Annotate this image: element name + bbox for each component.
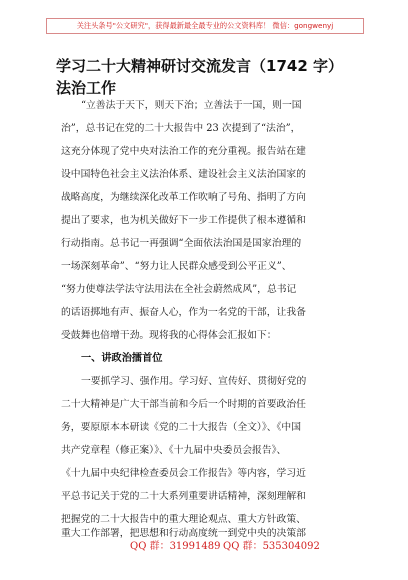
section-heading: 一、讲政治擂首位: [81, 353, 163, 364]
body-line: 平总书记关于党的二十大系列重要讲话精神，深刻理解和: [61, 491, 306, 502]
body-line: “立善法于天下，则天下治；立善法于一国，则一国: [81, 100, 302, 111]
promo-banner: 关注头条号"公文研究"，获得最新最全最专业的公文资料库！ 微信：gongwenyj: [46, 18, 364, 34]
body-line: 务，要原原本本研读《党的二十大报告（全文）》、《中国: [61, 422, 302, 433]
body-line: 一要抓学习、强作用。学习好、宣传好、贯彻好党的: [81, 376, 307, 387]
body-line: 行动指南。总书记一再强调“全面依法治国是国家治理的: [61, 238, 302, 249]
body-line: 受鼓舞也倍增干劲。现将我的心得体会汇报如下：: [61, 330, 277, 341]
body-line: 的话语掷地有声、振奋人心，作为一名党的干部，让我备: [61, 307, 306, 318]
body-line: 治”，总书记在党的二十大报告中 23 次提到了“法治”，: [61, 123, 301, 134]
body-line: 战略高度，为继续深化改革工作吹响了号角、指明了方向: [61, 192, 306, 203]
body-line: “努力使尊法学法守法用法在全社会蔚然成风”，总书记: [61, 284, 297, 295]
footer-qq-group-2: QQ 群：535304092: [223, 541, 320, 552]
body-line: 二十大精神是广大干部当前和今后一个时期的首要政治任: [61, 399, 306, 410]
body-line: 把握党的二十大报告中的重大理论观点、重大方针政策、: [61, 514, 306, 525]
document-title: 学习二十大精神研讨交流发言（1742 字）: [56, 57, 343, 75]
body-line: 这充分体现了党中央对法治工作的充分重视。报告站在建: [61, 146, 306, 157]
body-line: 提出了要求，也为机关做好下一步工作提供了根本遵循和: [61, 215, 306, 226]
footer-qq-group-1: QQ 群：31991489: [130, 541, 221, 552]
body-line: 设中国特色社会主义法治体系、建设社会主义法治国家的: [61, 169, 306, 180]
body-line: 一场深刻革命”、“努力让人民群众感受到公平正义”、: [61, 261, 292, 272]
body-line: 《十九届中央纪律检查委员会工作报告》等内容，学习近: [61, 468, 306, 479]
body-line: 共产党章程（修正案）》、《十九届中央委员会报告》、: [61, 445, 287, 456]
body-line: 重大工作部署，把思想和行动高度统一到党中央的决策部: [61, 528, 306, 539]
document-subtitle: 法治工作: [56, 79, 117, 97]
